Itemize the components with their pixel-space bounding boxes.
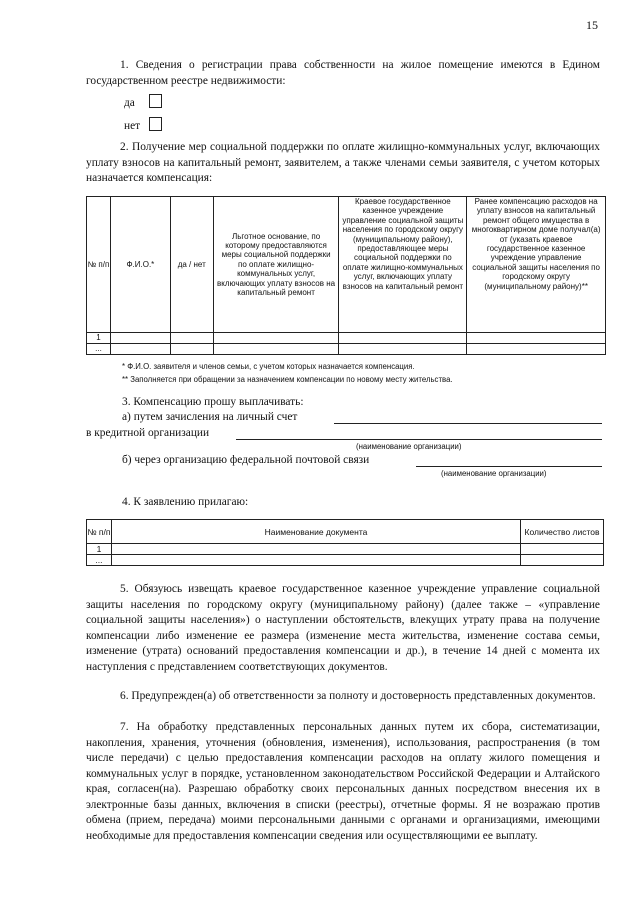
table-row [87, 544, 604, 555]
row-number: 1 [87, 544, 112, 555]
cell-document[interactable] [111, 555, 520, 566]
cell-previous[interactable] [467, 333, 606, 344]
section6-text: 6. Предупрежден(а) об ответственности за полноту и достоверность представленных документов. [120, 690, 596, 702]
attachments-table-header [87, 520, 604, 544]
table-row [87, 333, 606, 344]
footnote-1: * Ф.И.О. заявителя и членов семьи, с учетом которых назначается компенсация. [122, 362, 415, 371]
header-sheets: Количество листов [521, 520, 604, 544]
option-a-label: а) путем зачисления на личный счет [122, 411, 298, 423]
cell-institution[interactable] [339, 344, 467, 355]
benefits-table [86, 196, 606, 355]
cell-fio[interactable] [110, 333, 170, 344]
header-institution: Краевое государственное казенное учреждение управление социальной защиты населения по городскому округу (муниципальному району), предоставляющее меры социальной поддержки по оплате жилищно-коммунальных услуг, включающих уплату взносов на капитальный ремонт [339, 197, 467, 333]
row-number: ... [87, 555, 112, 566]
header-previous: Ранее компенсацию расходов на уплату взносов на капитальный ремонт общего имущества в многоквартирном доме получал(а) от (указать краевое государственное казенное учреждение управление социальной защиты населения по городскому округу (муниципальному району)** [467, 197, 606, 333]
org-caption: (наименование организации) [356, 442, 462, 451]
cell-yes-no[interactable] [170, 344, 213, 355]
attachments-table [86, 519, 604, 566]
cell-basis[interactable] [213, 333, 339, 344]
no-label: нет [124, 120, 141, 132]
table-row [87, 344, 606, 355]
option-b-label: б) через организацию федеральной почтовой связи [122, 454, 370, 466]
benefits-table-header [87, 197, 606, 333]
section7-text: 7. На обработку представленных персональных данных путем их сбора, систематизации, накопления, хранения, уточнения (обновления, изменения), использования, распространения (в том числе передачи) с целью предоставления компенсации расходов на оплату жилого помещения и коммунальных услуг в порядке, установленном законодательством Российской Федерации и Алтайского края, согласен(на). Разрешаю обработку своих персональных данных посредством внесения их в электронные базы данных, включения в списки (реестры), отчетные формы. Я не возражаю против обмена (прием, передача) моими персональными данными с органами и организациями, имеющими необходимые для предоставления компенсации сведения или осуществляющими ее выплату. [86, 721, 600, 842]
header-fio: Ф.И.О.* [110, 197, 170, 333]
yes-label: да [124, 97, 135, 109]
header-number: № п/п [87, 520, 112, 544]
org-caption-b: (наименование организации) [441, 469, 547, 478]
page-number: 15 [586, 18, 598, 32]
header-document: Наименование документа [111, 520, 520, 544]
header-basis: Льготное основание, по которому предоставляются меры социальной поддержки по оплате жилищно-коммунальных услуг, включающих уплату взносов на капитальный ремонт [213, 197, 339, 333]
row-number: ... [87, 344, 111, 355]
cell-fio[interactable] [110, 344, 170, 355]
cell-institution[interactable] [339, 333, 467, 344]
header-number: № п/п [87, 197, 111, 333]
row-number: 1 [87, 333, 111, 344]
cell-document[interactable] [111, 544, 520, 555]
cell-yes-no[interactable] [170, 333, 213, 344]
account-field[interactable] [334, 423, 602, 424]
postal-org-field[interactable] [416, 466, 602, 467]
section4-title: 4. К заявлению прилагаю: [122, 496, 249, 508]
yes-checkbox[interactable] [149, 94, 162, 108]
no-checkbox[interactable] [149, 117, 162, 131]
table-row [87, 555, 604, 566]
cell-sheets[interactable] [521, 544, 604, 555]
section3-title: 3. Компенсацию прошу выплачивать: [122, 396, 304, 408]
section5-text: 5. Обязуюсь извещать краевое государственное казенное учреждение управление социальной защиты населения по городскому округу (муниципальному району) (далее также – «управление социальной защиты населения») о наступлении обстоятельств, влекущих утрату права на получение компенсации либо изменение ее размера (изменение места жительства, изменение состава семьи, изменение (утрата) оснований предоставления компенсации и др.), в течение 14 дней с момента их наступления с представлением соответствующих документов. [86, 583, 600, 673]
section1-text: 1. Сведения о регистрации права собственности на жилое помещение имеются в Едином государственном реестре недвижимости: [86, 59, 600, 87]
cell-previous[interactable] [467, 344, 606, 355]
cell-basis[interactable] [213, 344, 339, 355]
credit-org-label: в кредитной организации [86, 427, 210, 439]
credit-org-field[interactable] [236, 439, 602, 440]
cell-sheets[interactable] [521, 555, 604, 566]
footnote-2: ** Заполняется при обращении за назначением компенсации по новому месту жительства. [122, 375, 453, 384]
header-yes-no: да / нет [170, 197, 213, 333]
section2-text: 2. Получение мер социальной поддержки по оплате жилищно-коммунальных услуг, включающих уплату взносов на капитальный ремонт, заявителем, а также членами семьи заявителя, с учетом которых назначается компенсация: [86, 141, 600, 184]
